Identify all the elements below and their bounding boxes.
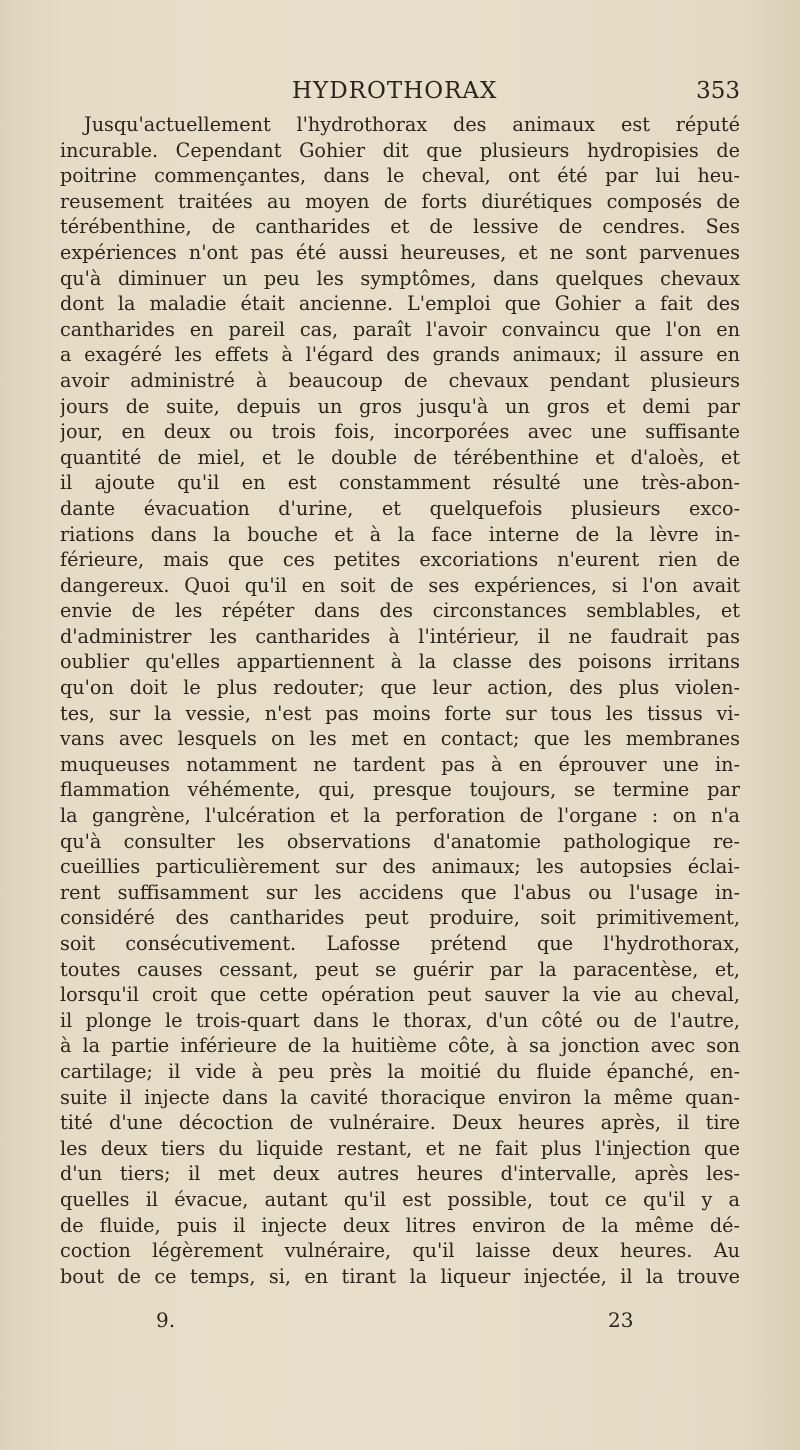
- text-line: vans avec lesquels on les met en contact; que les membranes: [60, 727, 740, 751]
- body-text: [60, 112, 740, 1289]
- text-line: incurable. Cependant Gohier dit que plusieurs hydropisies de: [60, 138, 740, 162]
- text-line: les deux tiers du liquide restant, et ne fait plus l'injection que: [60, 1136, 740, 1160]
- page-footer: [60, 1308, 740, 1338]
- text-line: jour, en deux ou trois fois, incorporées avec une suffisante: [60, 420, 740, 444]
- text-line: muqueuses notamment ne tardent pas à en éprouver une in-: [60, 752, 740, 776]
- text-line: avoir administré à beaucoup de chevaux pendant plusieurs: [60, 368, 740, 392]
- text-line: toutes causes cessant, peut se guérir par la paracentèse, et,: [60, 957, 740, 981]
- text-line: poitrine commençantes, dans le cheval, ont été par lui heu-: [60, 164, 740, 188]
- text-line: tes, sur la vessie, n'est pas moins forte sur tous les tissus vi-: [60, 701, 740, 725]
- text-line: envie de les répéter dans des circonstances semblables, et: [60, 599, 740, 623]
- text-line: de fluide, puis il injecte deux litres environ de la même dé-: [60, 1213, 740, 1237]
- text-line: flammation véhémente, qui, presque toujours, se termine par: [60, 778, 740, 802]
- text-line: dont la maladie était ancienne. L'emploi que Gohier a fait des: [60, 292, 740, 316]
- text-line: quantité de miel, et le double de térébenthine et d'aloès, et: [60, 445, 740, 469]
- text-line: jours de suite, depuis un gros jusqu'à un gros et demi par: [60, 394, 740, 418]
- text-line: Jusqu'actuellement l'hydrothorax des animaux est réputé: [84, 113, 740, 136]
- text-line: lorsqu'il croit que cette opération peut sauver la vie au cheval,: [60, 983, 740, 1007]
- text-line: cartilage; il vide à peu près la moitié du fluide épanché, en-: [60, 1059, 740, 1083]
- text-line: la gangrène, l'ulcération et la perforation de l'organe : on n'a: [60, 804, 740, 828]
- text-line: rent suffisamment sur les accidens que l'abus ou l'usage in-: [60, 880, 740, 904]
- text-line: quelles il évacue, autant qu'il est possible, tout ce qu'il y a: [60, 1187, 740, 1211]
- text-line: d'administrer les cantharides à l'intérieur, il ne faudrait pas: [60, 624, 740, 648]
- text-line: soit consécutivement. Lafosse prétend que l'hydrothorax,: [60, 932, 740, 955]
- signature-mark: 9.: [156, 1308, 176, 1332]
- text-line: considéré des cantharides peut produire, soit primitivement,: [60, 906, 740, 930]
- text-line: il plonge le trois-quart dans le thorax, d'un côté ou de l'autre,: [60, 1008, 740, 1032]
- text-line: cueillies particulièrement sur des animaux; les autopsies éclai-: [60, 855, 740, 879]
- text-line: oublier qu'elles appartiennent à la classe des poisons irritans: [60, 650, 740, 674]
- text-line: qu'à diminuer un peu les symptômes, dans quelques chevaux: [60, 266, 740, 290]
- text-line: férieure, mais que ces petites excoriations n'eurent rien de: [60, 548, 740, 572]
- text-line: dante évacuation d'urine, et quelquefois plusieurs exco-: [60, 496, 740, 520]
- text-line: d'un tiers; il met deux autres heures d'intervalle, après les-: [60, 1162, 740, 1186]
- text-line: expériences n'ont pas été aussi heureuses, et ne sont parvenues: [60, 240, 740, 264]
- text-line: reusement traitées au moyen de forts diurétiques composés de: [60, 189, 740, 213]
- text-line: térébenthine, de cantharides et de lessive de cendres. Ses: [60, 215, 740, 239]
- text-line: riations dans la bouche et à la face interne de la lèvre in-: [60, 522, 740, 546]
- text-line: dangereux. Quoi qu'il en soit de ses expériences, si l'on avait: [60, 573, 740, 597]
- text-line: il ajoute qu'il en est constamment résulté une très-abon-: [60, 471, 740, 495]
- text-line: suite il injecte dans la cavité thoracique environ la même quan-: [60, 1085, 740, 1109]
- text-line: qu'à consulter les observations d'anatomie pathologique re-: [60, 829, 740, 853]
- running-title: HYDROTHORAX: [292, 78, 498, 104]
- page-number: 353: [696, 78, 740, 104]
- text-line: à la partie inférieure de la huitième côte, à sa jonction avec son: [60, 1034, 740, 1058]
- gathering-number: 23: [608, 1308, 634, 1332]
- text-line: bout de ce temps, si, en tirant la liqueur injectée, il la trouve: [60, 1264, 740, 1288]
- text-line: tité d'une décoction de vulnéraire. Deux heures après, il tire: [60, 1111, 740, 1135]
- text-line: coction légèrement vulnéraire, qu'il laisse deux heures. Au: [60, 1239, 740, 1263]
- running-head: [60, 78, 740, 108]
- text-line: cantharides en pareil cas, paraît l'avoir convaincu que l'on en: [60, 317, 740, 341]
- text-line: qu'on doit le plus redouter; que leur action, des plus violen-: [60, 676, 740, 700]
- text-line: a exagéré les effets à l'égard des grands animaux; il assure en: [60, 343, 740, 367]
